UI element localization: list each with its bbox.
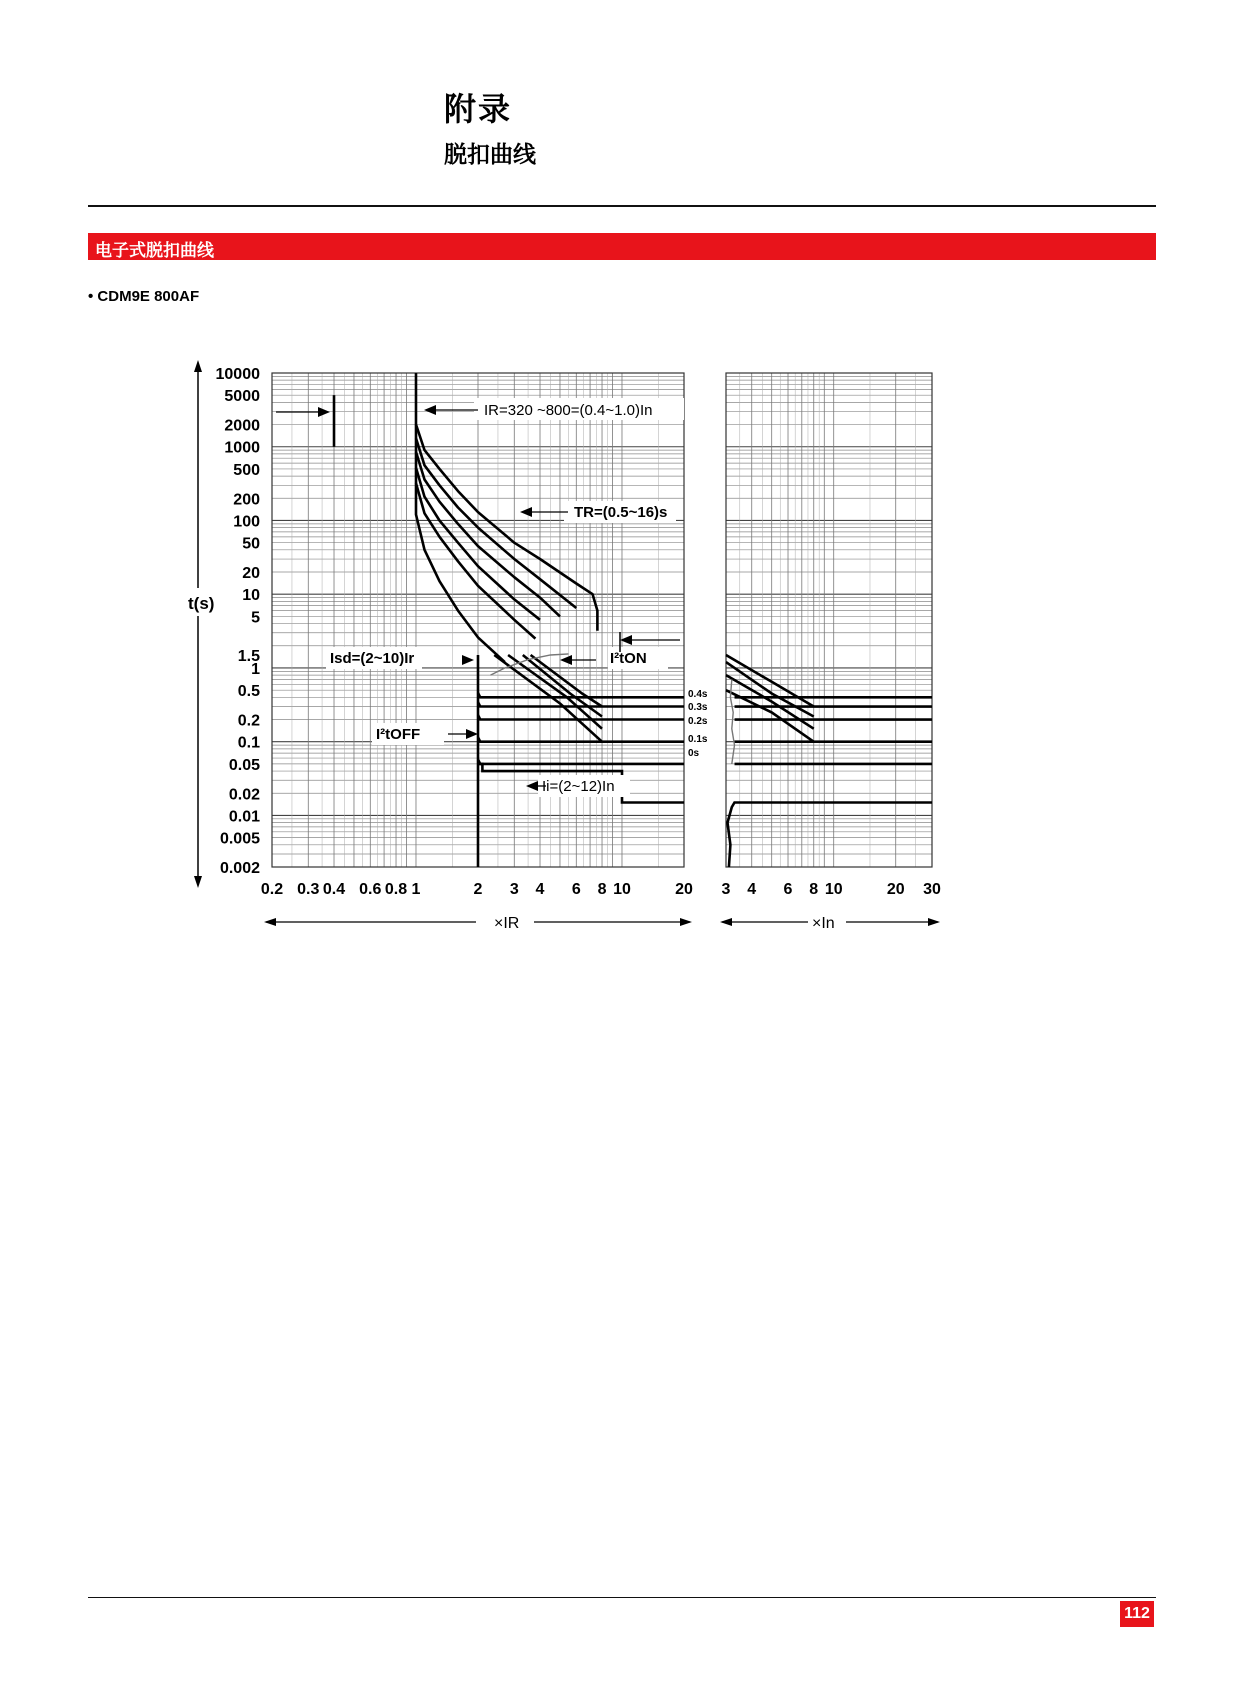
y-tick-label: 50 bbox=[242, 535, 260, 553]
i2t-on-line-left bbox=[531, 655, 602, 707]
y-tick-label: 5 bbox=[251, 609, 260, 627]
y-tick-label: 0.01 bbox=[228, 808, 260, 826]
page-title: 附录 bbox=[444, 90, 513, 128]
x-tick-label-right: 6 bbox=[783, 881, 793, 898]
x-axis-right-arrow-r bbox=[928, 918, 940, 926]
right-panel-grid bbox=[726, 373, 932, 867]
y-tick-label: 500 bbox=[233, 461, 260, 479]
i2t-on-line-right bbox=[726, 662, 814, 716]
y-axis-arrow-down bbox=[194, 876, 202, 888]
y-tick-label: 10000 bbox=[215, 366, 260, 383]
y-tick-label: 0.2 bbox=[237, 712, 260, 730]
y-tick-label: 0.5 bbox=[237, 683, 260, 701]
ir-marker-arrow-head bbox=[318, 407, 330, 417]
x-axis-left-label: ×IR bbox=[494, 915, 520, 932]
band-label-0-1s: 0.1s bbox=[688, 734, 708, 745]
x-tick-label-right: 3 bbox=[721, 881, 731, 898]
bottom-divider bbox=[88, 1597, 1156, 1598]
y-tick-label: 200 bbox=[233, 491, 260, 509]
x-axis-right-arrow-l bbox=[720, 918, 732, 926]
y-axis-label: t(s) bbox=[188, 594, 215, 613]
y-tick-label: 20 bbox=[242, 565, 260, 583]
i2t-on-annotation: I²tON bbox=[610, 650, 647, 667]
y-tick-label: 1000 bbox=[224, 439, 260, 457]
i2t-off-annotation: I²tOFF bbox=[376, 726, 421, 743]
band-label-0-4s: 0.4s bbox=[688, 689, 708, 700]
ir-range-annotation: IR=320 ~800=(0.4~1.0)In bbox=[484, 402, 653, 419]
y-tick-label: 0.002 bbox=[219, 860, 260, 877]
section-banner-text: 电子式脱扣曲线 bbox=[95, 241, 214, 261]
tr-range-annotation: TR=(0.5~16)s bbox=[574, 504, 668, 521]
x-tick-label-left: 8 bbox=[597, 881, 607, 898]
x-axis-left-arrow-r bbox=[680, 918, 692, 926]
ii-arrow-head bbox=[526, 781, 538, 791]
x-tick-label-left: 3 bbox=[509, 881, 519, 898]
x-tick-label-left: 0.6 bbox=[359, 881, 382, 898]
x-tick-label-left: 4 bbox=[535, 881, 545, 898]
y-tick-label: 0.05 bbox=[228, 756, 260, 774]
x-tick-label-left: 0.3 bbox=[297, 881, 320, 898]
short-time-plateau-left bbox=[478, 759, 684, 764]
band-label-0-3s: 0.3s bbox=[688, 702, 708, 713]
ir-arrow-head bbox=[424, 405, 436, 415]
y-tick-label: 0.1 bbox=[237, 734, 260, 752]
y-tick-label: 5000 bbox=[224, 388, 260, 406]
model-label: • CDM9E 800AF bbox=[88, 288, 200, 305]
short-time-plateau-left bbox=[478, 737, 684, 742]
y-tick-label: 100 bbox=[233, 513, 260, 531]
band-label-0-2s: 0.2s bbox=[688, 716, 708, 727]
isd-arrow-head bbox=[462, 655, 474, 665]
short-time-plateau-left bbox=[478, 715, 684, 720]
x-axis-right-label: ×In bbox=[812, 915, 835, 932]
x-tick-label-left: 2 bbox=[473, 881, 483, 898]
instantaneous-step-right bbox=[728, 803, 933, 868]
x-tick-label-right: 30 bbox=[923, 881, 941, 898]
tr-arrow-head bbox=[520, 507, 532, 517]
x-tick-label-right: 10 bbox=[824, 881, 843, 898]
band-label-0s: 0s bbox=[688, 748, 700, 759]
x-tick-label-left: 1 bbox=[411, 881, 421, 898]
x-tick-label-left: 0.4 bbox=[322, 881, 346, 898]
tick-labels bbox=[216, 366, 942, 898]
x-tick-label-right: 8 bbox=[809, 881, 819, 898]
x-tick-label-left: 20 bbox=[675, 881, 693, 898]
y-tick-label: 1.5 bbox=[237, 647, 260, 665]
y-axis-arrow-up bbox=[194, 360, 202, 372]
x-tick-label-left: 6 bbox=[571, 881, 581, 898]
y-tick-label: 0.005 bbox=[219, 830, 260, 848]
y-tick-label: 1 bbox=[251, 660, 260, 678]
i2ton-arrow-b-head bbox=[560, 655, 572, 665]
x-tick-label-right: 4 bbox=[747, 881, 757, 898]
x-tick-label-left: 0.8 bbox=[384, 881, 408, 898]
i2t-on-line-left bbox=[508, 655, 602, 729]
y-tick-label: 10 bbox=[242, 587, 260, 605]
i2toff-arrow-head bbox=[466, 729, 478, 739]
x-tick-label-right: 20 bbox=[886, 881, 905, 898]
page-subtitle: 脱扣曲线 bbox=[444, 142, 536, 168]
y-tick-label: 2000 bbox=[224, 417, 260, 435]
i2t-on-line-right bbox=[726, 655, 814, 707]
x-tick-label-left: 0.2 bbox=[260, 881, 284, 898]
y-tick-label: 0.02 bbox=[228, 786, 260, 804]
long-time-curve bbox=[416, 425, 505, 663]
x-axis-left-arrow-l bbox=[264, 918, 276, 926]
page-number-badge: 112 bbox=[1120, 1601, 1154, 1627]
isd-range-annotation: Isd=(2~10)Ir bbox=[330, 650, 415, 667]
ii-range-annotation: Ii=(2~12)In bbox=[542, 778, 615, 795]
x-tick-label-left: 10 bbox=[613, 881, 631, 898]
